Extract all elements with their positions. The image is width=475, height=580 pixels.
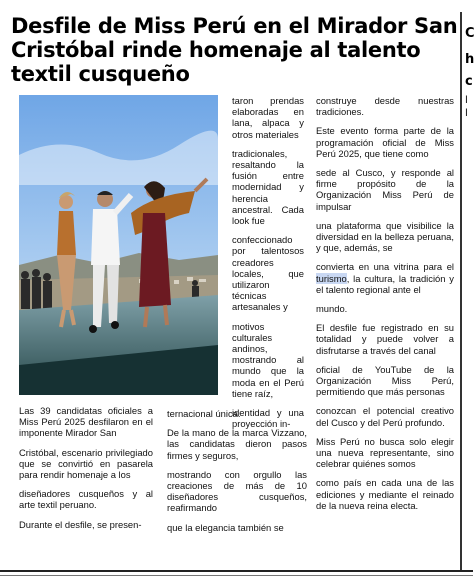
article-headline: Desfile de Miss Perú en el Mirador San Cristóbal rinde homenaje al talento textil cusqueño <box>11 14 458 86</box>
article-column-3 <box>316 95 454 511</box>
paragraph: mundo. <box>316 303 348 315</box>
article-photo <box>19 95 218 395</box>
edge-fragment: c <box>465 74 473 89</box>
paragraph: Este evento forma parte de la programación oficial de Miss Perú 2025, que tiene como <box>316 125 454 159</box>
paragraph: Cristóbal, escenario privilegiado que se convirtió en pasarela para rendir homenaje a los <box>19 446 153 481</box>
paragraph: tradicionales, resaltando la fusión entre modernidad y herencia ancestral. Cada look fue <box>232 147 304 227</box>
paragraph <box>316 261 454 295</box>
paragraph: oficial de YouTube de la Organización Miss Perú, permitiendo que más personas <box>316 363 454 398</box>
runway-photo-illustration <box>19 95 218 395</box>
paragraph: El desfile fue registrado en su totalidad y puede volver a disfrutarse a través del canal <box>316 322 454 356</box>
paragraph: motivos culturales andinos, mostrando al mundo que la moda en el Perú tiene raíz, <box>232 320 304 399</box>
article-column-1 <box>19 405 153 530</box>
paragraph: ternacional única. <box>167 408 241 419</box>
paragraph: que la elegancia también se <box>167 521 284 533</box>
paragraph: De la mano de la marca Vizzano, las candidatas dieron pasos firmes y seguros, <box>167 427 307 461</box>
paragraph: mostrando con orgullo las creaciones de más de 10 diseñadores cusqueños, reafirmando <box>167 468 307 514</box>
paragraph: Miss Perú no busca solo elegir una nueva representante, sino celebrar quiénes somos <box>316 435 454 470</box>
paragraph: taron prendas elaboradas en lana, alpaca y otros materiales <box>232 95 304 140</box>
text-run: , la cultura, la tradición y el talento regional ante el <box>316 272 454 295</box>
bottom-rule-thin <box>0 575 473 576</box>
article-column-2 <box>232 95 304 429</box>
text-run: convierta en una vitrina para el <box>316 261 454 273</box>
paragraph: diseñadores cusqueños y al arte textil peruano. <box>19 488 153 511</box>
paragraph: sede al Cusco, y responde al firme propósito de la Organización Miss Perú de impulsar <box>316 167 454 212</box>
edge-fragment: h <box>465 52 475 67</box>
article-column-2-continued <box>167 408 307 533</box>
paragraph: confeccionado por talentosos creadores locales, que utilizaron técnicas artesanales y <box>232 234 304 313</box>
paragraph: identidad y una proyección in- <box>232 407 304 430</box>
adjacent-article-edge <box>460 12 473 572</box>
paragraph: Durante el desfile, se presen- <box>19 518 142 530</box>
highlighted-word-turismo[interactable]: turismo <box>316 272 347 284</box>
paragraph: Las 39 candidatas oficiales a Miss Perú 2025 desfilaron en el imponente Mirador San <box>19 405 153 439</box>
paragraph: como país en cada una de las ediciones y mediante el reinado de la nueva reina electa. <box>316 477 454 511</box>
paragraph: una plataforma que visibilice la diversidad en la belleza peruana, y que, además, se <box>316 219 454 254</box>
edge-fragment: l <box>465 95 468 106</box>
bottom-rule <box>0 570 473 572</box>
edge-fragment: l <box>465 108 468 119</box>
column-divider <box>460 12 462 572</box>
paragraph: conozcan el potencial creativo del Cusco y del Perú profundo. <box>316 405 454 428</box>
paragraph: construye desde nuestras tradiciones. <box>316 95 454 118</box>
edge-fragment: C <box>465 26 475 41</box>
